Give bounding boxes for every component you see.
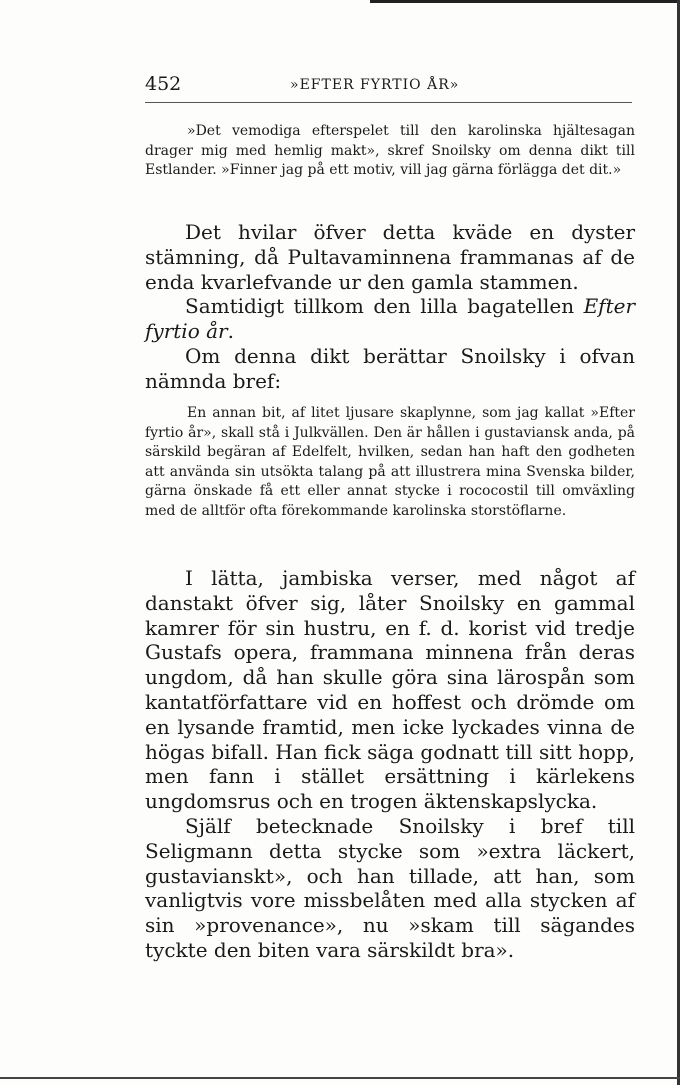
block-quote-1-text: »Det vemodiga efterspelet till den karolinska hjältesagan drager mig med hemlig makt», skref Snoilsky om denna dikt till Estlander. »Finner jag på ett motiv, vill jag gärna förlägga det dit.»	[145, 123, 635, 179]
header-rule	[145, 102, 632, 103]
block-quote-1	[145, 122, 635, 181]
block-quote-2	[145, 404, 635, 522]
body-text-lower	[145, 566, 635, 963]
scan-edge-bottom	[0, 1077, 680, 1079]
body-text-upper	[145, 220, 635, 394]
paragraph-4: I lätta, jambiska verser, med något af danstakt öfver sig, låter Snoilsky en gammal kamrer för sin hustru, en f. d. korist vid tredje Gustafs opera, frammana minnena från deras ungdom, då han skulle göra sina lärospån som kantatförfattare vid en hoffest och drömde om en lysande framtid, men icke lyckades vinna de högas bifall. Han fick säga godnatt till sitt hopp, men fann i stället ersättning i kärlekens ungdomsrus och en trogen äktenskapslycka.	[145, 566, 635, 814]
running-head: »EFTER FYRTIO ÅR»	[290, 77, 460, 93]
page-header	[145, 73, 632, 97]
poem-title: Efter fyrtio år	[145, 294, 635, 344]
paragraph-2-end: .	[227, 319, 234, 344]
paragraph-2	[145, 294, 635, 344]
page-number: 452	[145, 73, 182, 95]
scan-edge-top	[370, 0, 680, 3]
block-quote-2-text: En annan bit, af litet ljusare skaplynne, som jag kallat »Efter fyrtio år», skall stå i Julkvällen. Den är hållen i gustaviansk anda, på särskild begäran af Edelfelt, hvilken, sedan han haft den godheten att använda sin utsökta talang på att illustrera mina Svenska bilder, gärna önskade få ett eller annat stycke i rococostil till omväxling med de alltför ofta förekommande karolinska storstöflarne.	[145, 405, 635, 519]
paragraph-5: Själf betecknade Snoilsky i bref till Seligmann detta stycke som »extra läckert, gustavianskt», och han tillade, att han, som vanligtvis vore missbelåten med alla stycken af sin »provenance», nu »skam till sägandes tyckte den biten vara särskildt bra».	[145, 813, 635, 962]
paragraph-3: Om denna dikt berättar Snoilsky i ofvan nämnda bref:	[145, 343, 635, 393]
paragraph-1: Det hvilar öfver detta kväde en dyster stämning, då Pultavaminnena frammanas af de enda kvarlefvande ur den gamla stammen.	[145, 220, 635, 294]
paragraph-2-text: Samtidigt tillkom den lilla bagatellen	[185, 294, 584, 319]
